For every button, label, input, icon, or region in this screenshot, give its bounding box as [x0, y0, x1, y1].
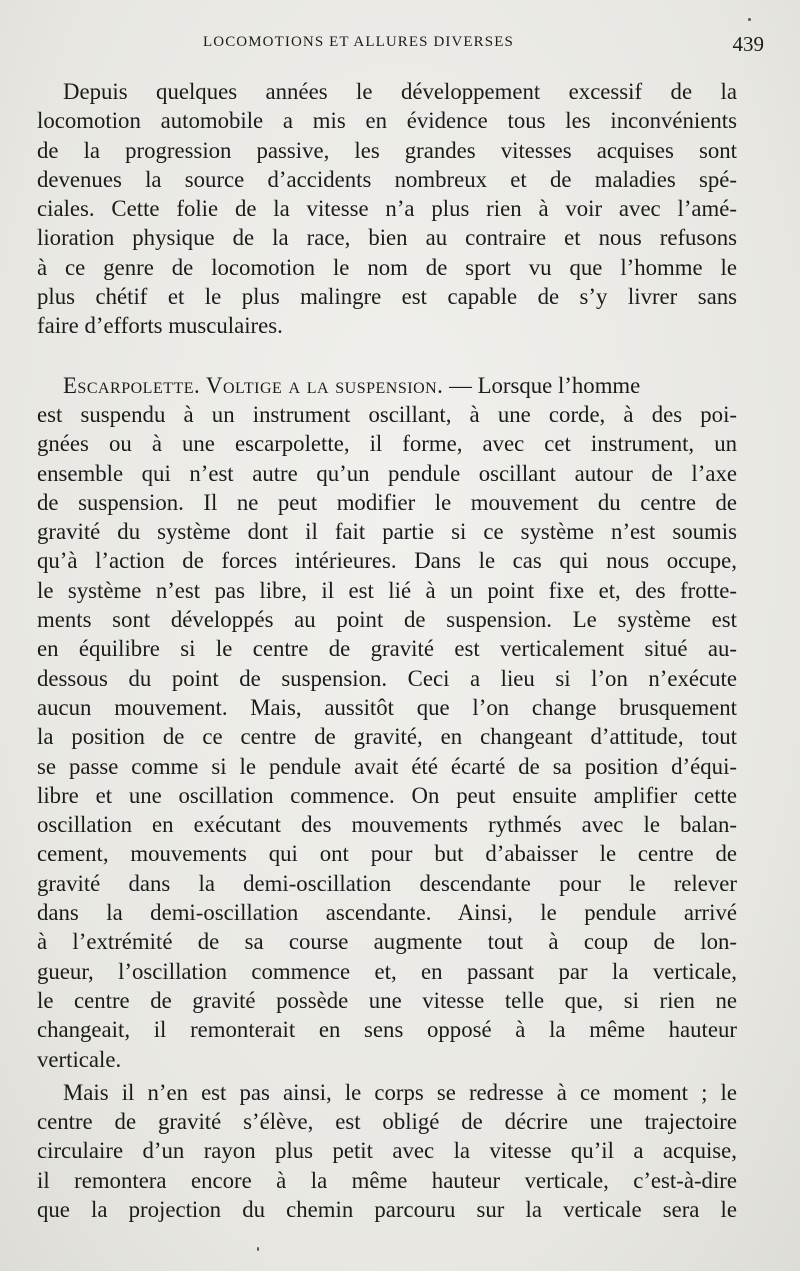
text-line: faire d’efforts musculaires. [37, 313, 283, 339]
text-line: Depuis quelques années le développement excessif de la [63, 79, 737, 104]
text-line: centre de gravité s’élève, est obligé de décrire une trajectoire [37, 1109, 737, 1135]
text-line: gnées ou à une escarpolette, il forme, avec cet instrument, un [37, 431, 737, 457]
text-line: Mais il n’en est pas ainsi, le corps se redresse à ce moment ; le [63, 1079, 737, 1105]
text-line: changeait, il remonterait en sens opposé à la même hauteur [37, 1017, 737, 1043]
text-line: gravité dans la demi-oscillation descendante pour le relever [37, 870, 737, 896]
running-title: LOCOMOTIONS ET ALLURES DIVERSES [203, 34, 514, 50]
text-line: à ce genre de locomotion le nom de sport vu que l’homme le [37, 254, 737, 280]
body-text [37, 77, 737, 1224]
text-line: le système n’est pas libre, il est lié à un point fixe et, des frotte- [37, 577, 737, 603]
text-line: de la progression passive, les grandes vitesses acquises sont [37, 137, 737, 163]
text-line: gravité du système dont il fait partie si ce système n’est soumis [37, 519, 737, 545]
print-speck [257, 1247, 259, 1251]
text-line: lioration physique de la race, bien au contraire et nous refusons [37, 225, 737, 251]
text-line: plus chétif et le plus malingre est capable de s’y livrer sans [37, 284, 737, 310]
heading-continuation: — Lorsque l’homme [443, 372, 641, 398]
text-line: ensemble qui n’est autre qu’un pendule oscillant autour de l’axe [37, 460, 737, 486]
text-line: verticale. [37, 1046, 122, 1072]
text-line: circulaire d’un rayon plus petit avec la vitesse qu’il a acquise, [37, 1138, 737, 1164]
running-head [0, 34, 800, 58]
text-line: qu’à l’action de forces intérieures. Dans le cas qui nous occupe, [37, 548, 737, 574]
text-line: en équilibre si le centre de gravité est verticalement situé au- [37, 636, 737, 662]
text-line: dans la demi-oscillation ascendante. Ainsi, le pendule arrivé [37, 900, 737, 926]
text-line: dessous du point de suspension. Ceci a lieu si l’on n’exécute [37, 665, 737, 691]
paragraph-redressement [37, 1078, 737, 1224]
text-line: aucun mouvement. Mais, aussitôt que l’on change brusquement [37, 694, 737, 720]
text-line: libre et une oscillation commence. On peut ensuite amplifier cette [37, 782, 737, 808]
text-line: locomotion automobile a mis en évidence tous les inconvénients [37, 108, 737, 134]
print-speck [748, 18, 751, 21]
text-line: gueur, l’oscillation commence et, en passant par la verticale, [37, 958, 737, 984]
text-line: à l’extrémité de sa course augmente tout à coup de lon- [37, 929, 737, 955]
text-line: ciales. Cette folie de la vitesse n’a plus rien à voir avec l’amé- [37, 196, 737, 222]
text-line: cement, mouvements qui ont pour but d’abaisser le centre de [37, 841, 737, 867]
paragraph-automobile [37, 77, 737, 341]
section-heading-line [37, 371, 737, 400]
text-line: ments sont développés au point de suspension. Le système est [37, 607, 737, 633]
section-heading: Escarpolette. Voltige a la suspension. [63, 372, 444, 398]
text-line: est suspendu à un instrument oscillant, à une corde, à des poi- [37, 401, 737, 427]
paragraph-gap [37, 341, 737, 371]
text-line: le centre de gravité possède une vitesse telle que, si rien ne [37, 987, 737, 1013]
text-line: se passe comme si le pendule avait été écarté de sa position d’équi- [37, 753, 737, 779]
text-line: il remontera encore à la même hauteur verticale, c’est-à-dire [37, 1167, 737, 1193]
text-line: de suspension. Il ne peut modifier le mouvement du centre de [37, 489, 737, 515]
text-line: devenues la source d’accidents nombreux et de maladies spé- [37, 166, 737, 192]
paragraph-escarpolette [37, 371, 737, 1074]
text-line: oscillation en exécutant des mouvements rythmés avec le balan- [37, 812, 737, 838]
text-line: la position de ce centre de gravité, en changeant d’attitude, tout [37, 724, 737, 750]
text-line: que la projection du chemin parcouru sur la verticale sera le [37, 1196, 737, 1222]
page-number: 439 [732, 32, 764, 56]
